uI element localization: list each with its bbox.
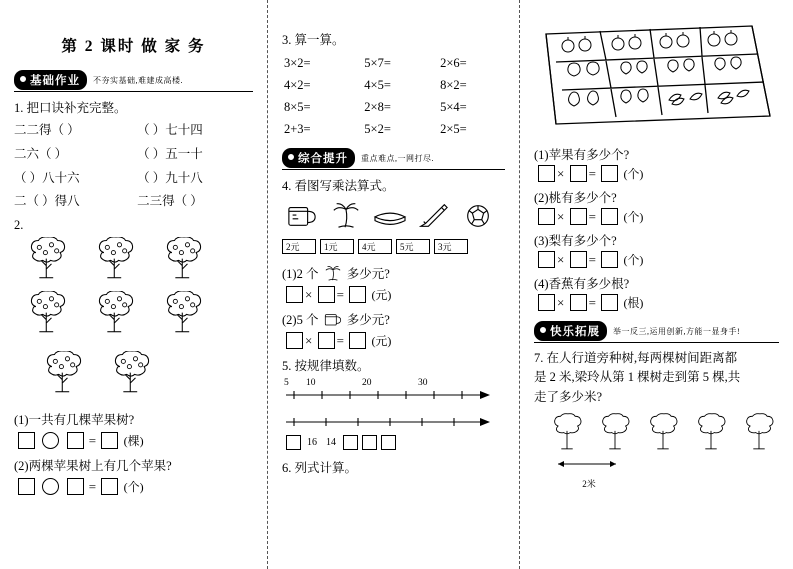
- q1-head: 1. 把口诀补充完整。: [14, 101, 127, 115]
- item-pencil: [414, 200, 454, 235]
- answer-box[interactable]: [538, 208, 555, 225]
- q4-sub2-prefix: (2)5 个: [282, 313, 319, 327]
- q1-row: [14, 145, 253, 164]
- table-row: [284, 52, 507, 74]
- q1-row: [14, 169, 253, 188]
- price-tag: 1元: [320, 239, 354, 254]
- apple-tree-icon: [158, 291, 210, 343]
- table-row: [284, 96, 507, 118]
- q4-items: [282, 200, 505, 235]
- answer-box[interactable]: [570, 208, 587, 225]
- pencil-icon: [415, 200, 453, 230]
- tree-icon: [740, 413, 778, 457]
- number-line-axis: [284, 415, 494, 429]
- number-line-axis: [284, 388, 494, 402]
- dimension-label: 2米: [582, 479, 596, 490]
- q3-head: 3. 算一算。: [282, 33, 345, 47]
- shelf-answer-row: × = (个): [536, 251, 779, 268]
- q1-row: [14, 192, 253, 211]
- banner-subtitle: 重点难点,一网打尽.: [361, 153, 434, 163]
- q1-left[interactable]: （ ）八十六: [14, 170, 80, 185]
- apple-tree-icon: [158, 237, 210, 289]
- pencil-case-icon: [371, 200, 409, 230]
- answer-box[interactable]: [570, 165, 587, 182]
- q1-right[interactable]: （ ）九十八: [137, 170, 203, 185]
- q2-answer-row-2: = (个): [16, 478, 253, 495]
- answer-box[interactable]: [101, 478, 118, 495]
- mug-icon: [283, 200, 321, 230]
- shelf-q-label: (4)香蕉有多少根?: [534, 277, 630, 291]
- price-tag: 3元: [434, 239, 468, 254]
- operator-circle[interactable]: [42, 478, 59, 495]
- column-right: [520, 0, 793, 569]
- tick-label: 20: [362, 378, 372, 388]
- q1-left[interactable]: 二二得（ ）: [14, 123, 80, 137]
- tick-label: 14: [326, 437, 336, 448]
- answer-box[interactable]: [318, 286, 335, 303]
- arith-cell[interactable]: 2+3=: [284, 121, 311, 136]
- arith-cell[interactable]: 8×5=: [284, 99, 311, 114]
- banner-subtitle: 举一反三,运用创新,方能一显身手!: [613, 326, 741, 336]
- q4-answer-row-1: × = (元): [284, 286, 505, 303]
- tick-label: 16: [307, 437, 317, 448]
- q2-sub1: (1)一共有几棵苹果树?: [14, 413, 135, 427]
- dimension-arrow: [554, 458, 624, 470]
- mug-icon: [322, 310, 344, 328]
- item-pencilcase: [370, 200, 410, 235]
- section-banner-comprehensive: [282, 148, 505, 168]
- answer-box[interactable]: [286, 286, 303, 303]
- q1-left[interactable]: 二六（ ）: [14, 146, 68, 161]
- answer-box[interactable]: [286, 435, 301, 450]
- answer-box[interactable]: [601, 208, 618, 225]
- shelf-answer-row: × = (个): [536, 208, 779, 225]
- q1-left[interactable]: 二（ ）得八: [14, 194, 80, 209]
- unit-label: (元): [371, 334, 392, 348]
- q2-answer-row-1: = (棵): [16, 432, 253, 449]
- palm-tree-icon: [322, 264, 344, 282]
- answer-box[interactable]: [381, 435, 396, 450]
- tree-icon: [596, 413, 634, 457]
- q7-tree-row: [548, 413, 779, 457]
- column-left: [0, 0, 268, 569]
- answer-box[interactable]: [601, 294, 618, 311]
- q1-right[interactable]: （ ）七十四: [137, 123, 203, 137]
- number-line-1: [284, 378, 505, 407]
- shelf-drawing: [538, 20, 776, 132]
- tree-icon: [548, 413, 586, 457]
- answer-box[interactable]: [67, 478, 84, 495]
- tree-icon: [644, 413, 682, 457]
- section-banner-basic: [14, 70, 253, 90]
- arith-cell[interactable]: 5×7=: [364, 55, 391, 70]
- unit-label: (个): [623, 210, 644, 224]
- tree-row: [22, 237, 253, 289]
- apple-tree-icon: [22, 237, 74, 289]
- table-row: [284, 118, 507, 140]
- answer-box[interactable]: [349, 332, 366, 349]
- q2-sub2: (2)两棵苹果树上有几个苹果?: [14, 459, 172, 473]
- tree-row: [38, 351, 253, 403]
- apple-tree-icon: [38, 351, 90, 403]
- q7-text: [534, 349, 779, 407]
- tree-row: [22, 291, 253, 343]
- banner-dot-icon: [286, 152, 296, 162]
- banner-rule: [282, 169, 505, 170]
- apple-tree-icon: [22, 291, 74, 343]
- q7-line1: 7. 在人行道旁种树,每两棵树间距离都: [534, 351, 738, 365]
- q2-head: 2.: [14, 218, 24, 232]
- banner-dot-icon: [18, 74, 28, 84]
- item-palm: [326, 200, 366, 235]
- price-tag: 5元: [396, 239, 430, 254]
- banner-label: 基础作业: [14, 70, 87, 90]
- q7-line2: 是 2 米,梁玲从第 1 棵树走到第 5 棵,共: [534, 370, 741, 385]
- q6-head: 6. 列式计算。: [282, 461, 358, 475]
- q7-dimension: [548, 457, 748, 490]
- q4-sub1-prefix: (1)2 个: [282, 267, 319, 281]
- arith-cell[interactable]: 5×2=: [364, 121, 391, 136]
- shelf-answer-row: × = (根): [536, 294, 779, 311]
- arith-cell[interactable]: 8×2=: [440, 77, 467, 92]
- banner-dot-icon: [538, 325, 548, 335]
- apple-tree-figure: [22, 237, 253, 403]
- apple-tree-icon: [90, 237, 142, 289]
- answer-box[interactable]: [601, 251, 618, 268]
- banner-rule: [14, 91, 253, 92]
- answer-box[interactable]: [362, 435, 377, 450]
- banner-rule: [534, 342, 779, 343]
- answer-box[interactable]: [343, 435, 358, 450]
- shelf-questions: [534, 145, 779, 311]
- q7-line3: 走了多少米?: [534, 389, 603, 404]
- q4-sub1-suffix: 多少元?: [346, 267, 390, 281]
- q4-sub1: [282, 264, 505, 282]
- answer-box[interactable]: [67, 432, 84, 449]
- price-tag: 4元: [358, 239, 392, 254]
- soccer-ball-icon: [459, 200, 497, 230]
- q5-head: 5. 按规律填数。: [282, 359, 370, 373]
- unit-label: (元): [371, 288, 392, 302]
- answer-box[interactable]: [538, 294, 555, 311]
- banner-subtitle: 不夯实基础,难建成高楼.: [93, 75, 183, 85]
- q1-row: [14, 121, 253, 140]
- q1-right[interactable]: （ ）五一十: [137, 146, 203, 161]
- section-banner-expand: [534, 321, 779, 341]
- apple-tree-icon: [106, 351, 158, 403]
- q4-prices: [282, 237, 505, 254]
- answer-box[interactable]: [601, 165, 618, 182]
- shelf-q-label: (3)梨有多少个?: [534, 234, 617, 248]
- shelf-q-label: (1)苹果有多少个?: [534, 148, 630, 162]
- table-row: [284, 74, 507, 96]
- answer-box[interactable]: [570, 251, 587, 268]
- palm-tree-icon: [327, 200, 365, 230]
- tick-label: 5: [284, 378, 289, 388]
- item-mug: [282, 200, 322, 235]
- arith-cell[interactable]: 4×5=: [364, 77, 391, 92]
- operator-circle[interactable]: [42, 432, 59, 449]
- unit-label: (个): [623, 167, 644, 181]
- arith-cell[interactable]: 2×5=: [440, 121, 467, 136]
- arith-cell[interactable]: 3×2=: [284, 55, 311, 70]
- unit-label: (个): [123, 480, 144, 494]
- shelf-q-label: (2)桃有多少个?: [534, 191, 617, 205]
- answer-box[interactable]: [18, 478, 35, 495]
- price-tag: 2元: [282, 239, 316, 254]
- q1-right[interactable]: 二三得（ ）: [137, 194, 203, 209]
- answer-box[interactable]: [538, 251, 555, 268]
- tick-label: 30: [418, 378, 428, 388]
- fruit-shelf-figure: [538, 20, 779, 137]
- q3-table: [284, 52, 507, 140]
- number-line-2: [284, 415, 505, 450]
- q4-answer-row-2: × = (元): [284, 332, 505, 349]
- unit-label: (棵): [123, 434, 144, 448]
- answer-box[interactable]: [349, 286, 366, 303]
- tree-icon: [692, 413, 730, 457]
- arith-cell[interactable]: 4×2=: [284, 77, 311, 92]
- answer-box[interactable]: [101, 432, 118, 449]
- shelf-answer-row: × = (个): [536, 165, 779, 182]
- banner-label: 快乐拓展: [534, 321, 607, 341]
- answer-box[interactable]: [318, 332, 335, 349]
- arith-cell[interactable]: 5×4=: [440, 99, 467, 114]
- tick-label: 10: [306, 378, 316, 388]
- column-middle: [268, 0, 520, 569]
- answer-box[interactable]: [538, 165, 555, 182]
- page-title: 第 2 课时 做 家 务: [61, 38, 206, 55]
- answer-box[interactable]: [18, 432, 35, 449]
- apple-tree-icon: [90, 291, 142, 343]
- q4-sub2-suffix: 多少元?: [346, 313, 390, 327]
- q4-head: 4. 看图写乘法算式。: [282, 179, 395, 193]
- unit-label: (个): [623, 253, 644, 267]
- arith-cell[interactable]: 2×8=: [364, 99, 391, 114]
- answer-box[interactable]: [570, 294, 587, 311]
- q4-sub2: [282, 310, 505, 328]
- answer-box[interactable]: [286, 332, 303, 349]
- item-ball: [458, 200, 498, 235]
- arith-cell[interactable]: 2×6=: [440, 55, 467, 70]
- banner-label: 综合提升: [282, 148, 355, 168]
- unit-label: (根): [623, 296, 644, 310]
